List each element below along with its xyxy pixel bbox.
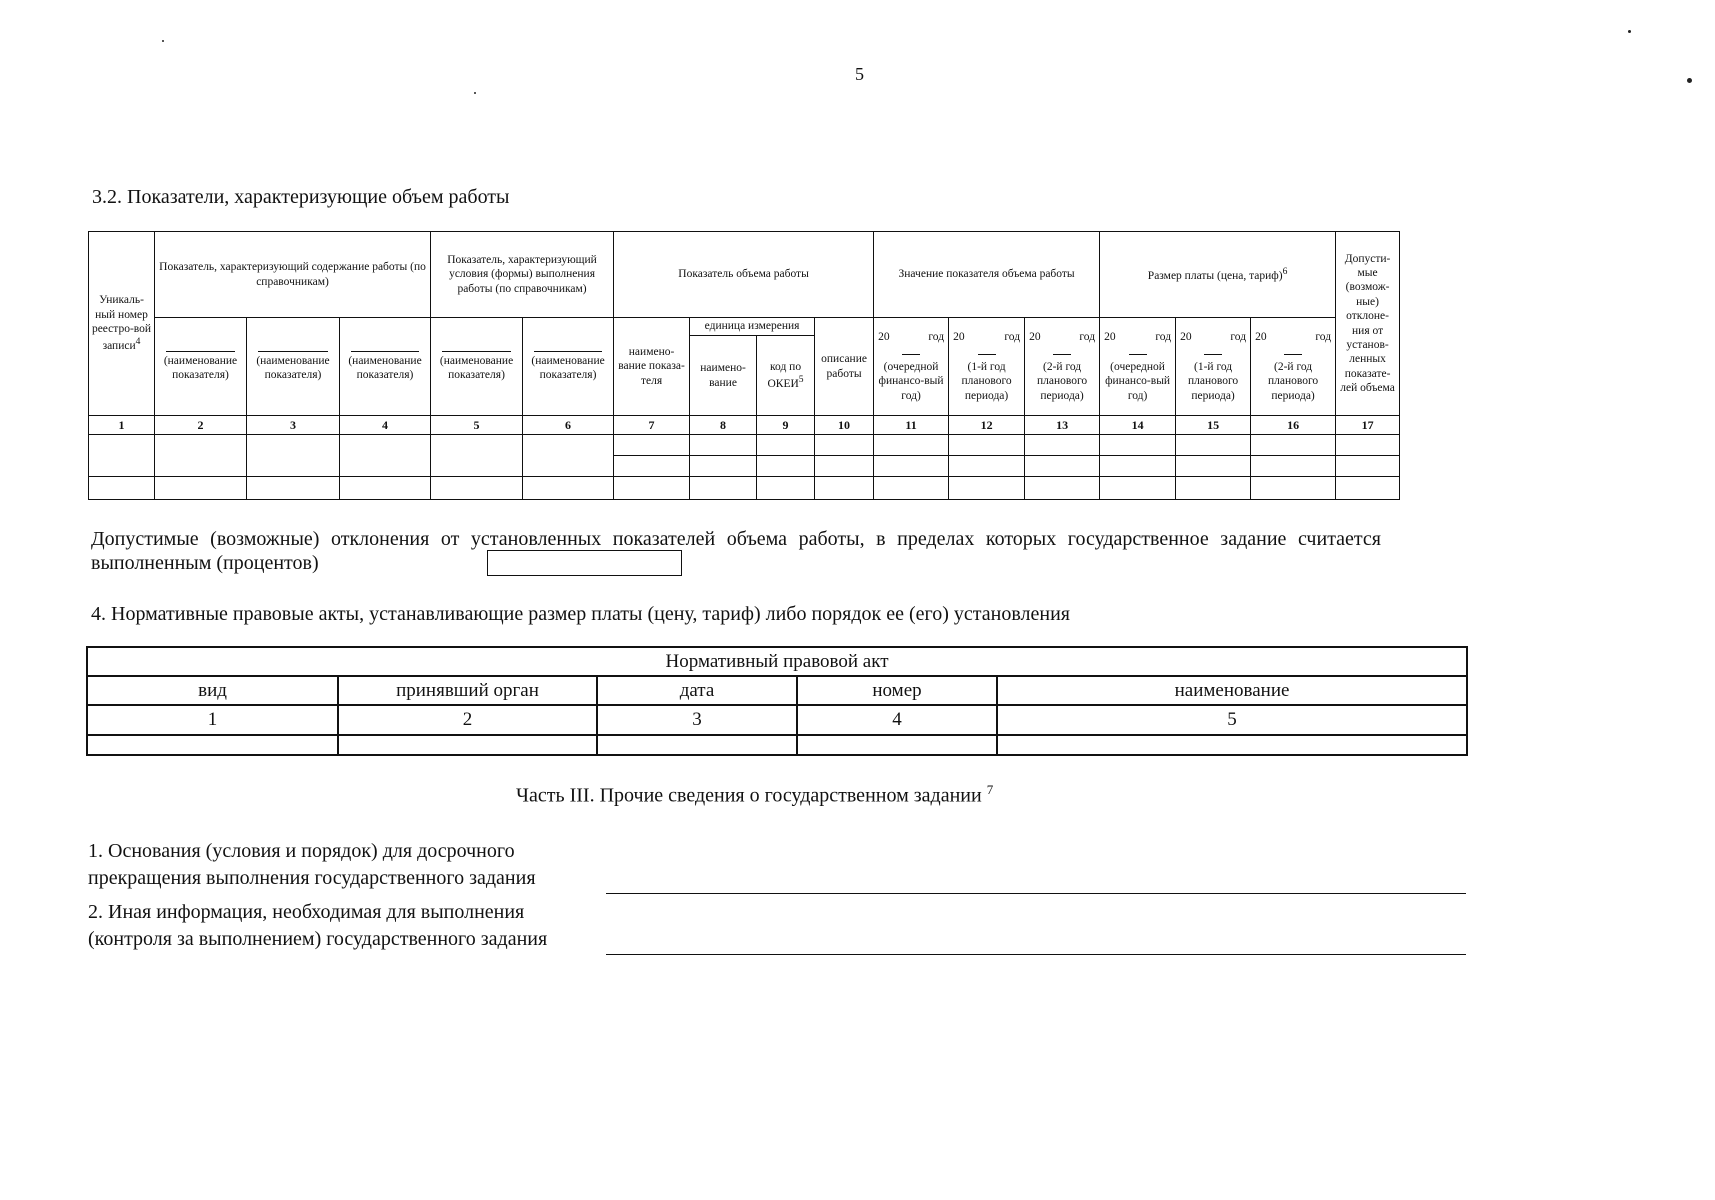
- other-info-label: 2. Иная информация, необходимая для выполнения (контроля за выполнением) государственного задания: [88, 901, 548, 950]
- legal-act-type-header: вид: [87, 676, 338, 705]
- legal-act-number-header: номер: [797, 676, 997, 705]
- scan-speck: [1628, 30, 1631, 33]
- indicator-name-cell: (наименование показателя): [431, 318, 523, 416]
- deviation-header: Допусти-мые (возмож-ные) отклоне-ния от установ-ленных показате-лей объема: [1336, 232, 1400, 416]
- scan-speck: [162, 40, 164, 42]
- page-number: 5: [855, 64, 864, 84]
- year-plan2-value-header: 20 год (2-й год планового периода): [1025, 318, 1100, 416]
- work-volume-table: [88, 231, 1400, 500]
- indicator-name-cell: (наименование показателя): [340, 318, 431, 416]
- other-info-fill-line[interactable]: [606, 954, 1466, 955]
- tolerance-percent-field[interactable]: [487, 550, 682, 576]
- legal-act-date-header: дата: [597, 676, 797, 705]
- year-plan1-value-header: 20 год (1-й год планового периода): [949, 318, 1025, 416]
- scan-speck: [1687, 78, 1692, 83]
- table-row: [89, 477, 1400, 500]
- indicator-name-cell: (наименование показателя): [247, 318, 340, 416]
- indicator-name-cell: (наименование показателя): [523, 318, 614, 416]
- year-plan1-fee-header: 20 год (1-й год планового периода): [1176, 318, 1251, 416]
- registry-number-header: Уникаль-ный номер реестро-вой записи$^4$: [89, 232, 155, 416]
- volume-indicator-name-header: наимено-вание показа-теля: [614, 318, 690, 416]
- tolerance-text: Допустимые (возможные) отклонения от установленных показателей объема работы, в пределах которых государственное задание считается выполненным (процентов): [91, 528, 1381, 574]
- part-3-title: Часть III. Прочие сведения о государственном задании $^7$: [516, 782, 994, 807]
- volume-value-group-header: Значение показателя объема работы: [874, 232, 1100, 318]
- conditions-indicator-group-header: Показатель, характеризующий условия (формы) выполнения работы (по справочникам): [431, 232, 614, 318]
- section-4-title: 4. Нормативные правовые акты, устанавливающие размер платы (цену, тариф) либо порядок ее (его) установления: [91, 603, 1071, 625]
- early-termination-fill-line[interactable]: [606, 893, 1466, 894]
- year-plan2-fee-header: 20 год (2-й год планового периода): [1251, 318, 1336, 416]
- indicator-name-cell: (наименование показателя): [155, 318, 247, 416]
- table-row: [89, 435, 1400, 456]
- legal-act-authority-header: принявший орган: [338, 676, 597, 705]
- unit-name-header: наимено-вание: [690, 336, 757, 416]
- table-row: [87, 735, 1467, 755]
- early-termination-label: 1. Основания (условия и порядок) для досрочного прекращения выполнения государственного задания: [88, 840, 536, 889]
- scan-speck: [474, 92, 476, 94]
- column-number-row: 1 2 3 4 5 6 7 8 9 10 11 12 13 14 15 16 17: [89, 416, 1400, 435]
- legal-act-group-header: Нормативный правовой акт: [87, 647, 1467, 676]
- legal-act-name-header: наименование: [997, 676, 1467, 705]
- column-number-row: 1 2 3 4 5: [87, 705, 1467, 735]
- year-current-value-header: 20 год (очередной финансо-вый год): [874, 318, 949, 416]
- fee-group-header: Размер платы (цена, тариф)$^6$: [1100, 232, 1336, 318]
- okei-code-header: код по ОКЕИ$^5$: [757, 336, 815, 416]
- year-current-fee-header: 20 год (очередной финансо-вый год): [1100, 318, 1176, 416]
- legal-acts-table: [86, 646, 1468, 756]
- volume-indicator-group-header: Показатель объема работы: [614, 232, 874, 318]
- unit-group-header: единица измерения: [690, 318, 815, 336]
- work-description-header: описание работы: [815, 318, 874, 416]
- section-3-2-title: 3.2. Показатели, характеризующие объем работы: [92, 186, 510, 208]
- content-indicator-group-header: Показатель, характеризующий содержание работы (по справочникам): [155, 232, 431, 318]
